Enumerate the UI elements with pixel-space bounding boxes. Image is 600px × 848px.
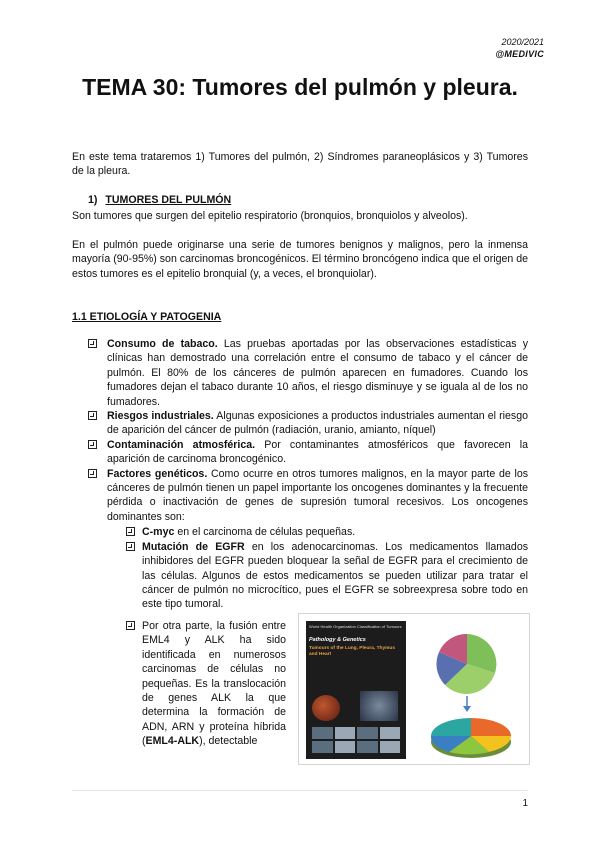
list-item: Factores genéticos. Como ocurre en otros tumores malignos, en la mayor parte de los cánceres de pulmón tienen un papel importante los oncogenes dominantes y la frecuente pérdida o inactivación de genes de supresión tumoral recesivos. Los oncogenes dominantes son: C-myc en el carcinoma de células pequeñas. Mutación de EGFR en los adenocarcinomas. Los medicamentos llamados inhibidores del EGFR pueden bloquear la señal de EGFR para el crecimiento de las células. Algunos de estos medicamentos se pueden utilizar para tratar el cáncer de pulmón no microcítico, pues el EGFR se sobreexpresa sobre todo en este tipo tumoral.: [88, 467, 528, 612]
page-number: 1: [522, 798, 528, 809]
list-item: Consumo de tabaco. Las pruebas aportadas por las observaciones estadísticas y clínicas han demostrado una correlación entre el consumo de tabaco y el cáncer de pulmón. El 80% de los cánceres de pulmón aparecen en fumadores. Cuando los fumadores dejan el tabaco durante 10 años, el riesgo disminuye y se iguala al de los no fumadores.: [88, 337, 528, 409]
footer-divider: [72, 790, 528, 791]
subsection-heading: 1.1 ETIOLOGÍA Y PATOGENIA: [72, 311, 222, 323]
checkbox-bullet-icon: [126, 527, 135, 536]
list-item: Contaminación atmosférica. Por contaminantes atmosféricos que favorecen la aparición de carcinoma broncogénico.: [88, 438, 528, 467]
pie-charts-image: [409, 618, 529, 762]
intro-paragraph: En este tema trataremos 1) Tumores del pulmón, 2) Síndromes paraneoplásicos y 3) Tumores de la pleura.: [72, 151, 528, 178]
section-title: TUMORES DEL PULMÓN: [105, 194, 232, 206]
checkbox-bullet-icon: [88, 440, 97, 449]
checkbox-bullet-icon: [88, 339, 97, 348]
book-cover-image: World Health Organization Classification of Tumours Pathology & Genetics Tumours of the Lung, Pleura, Thymus and Heart: [306, 621, 406, 759]
section-number: 1): [88, 194, 98, 206]
checkbox-bullet-icon: [88, 469, 97, 478]
sub-list-item: Mutación de EGFR en los adenocarcinomas. Los medicamentos llamados inhibidores del EGFR pueden bloquear la señal de EGFR para el crecimiento de las células. Algunos de estos medicamentos se pueden utilizar para tratar el cáncer de pulmón no microcítico, pues el EGFR se sobreexpresa sobre todo en este tipo tumoral.: [126, 540, 528, 612]
oncogene-list: [126, 525, 528, 611]
tumor-photo: [312, 695, 340, 721]
checkbox-bullet-icon: [126, 542, 135, 551]
etiology-list: [88, 337, 528, 612]
academic-year: 2020/2021: [501, 37, 544, 47]
histology-photo: [360, 691, 398, 721]
micrograph-grid: [312, 727, 400, 753]
checkbox-bullet-icon: [126, 621, 135, 630]
checkbox-bullet-icon: [88, 411, 97, 420]
section-heading: [88, 194, 231, 206]
section-paragraph-2: En el pulmón puede originarse una serie de tumores benignos y malignos, pero la inmensa mayoría (90-95%) son carcinomas broncogénicos. El término broncógeno indica que el origen de estos tumores es el epitelio bronquial (y, a veces, el bronquiolar).: [72, 239, 528, 280]
section-paragraph-1: Son tumores que surgen del epitelio respiratorio (bronquios, bronquiolos y alveolos).: [72, 210, 468, 222]
figure-image: [298, 613, 530, 765]
header-meta: [495, 36, 544, 60]
sub-list-item-fusion: Por otra parte, la fusión entre EML4 y ALK ha sido identificada en numerosos carcinomas de células no pequeñas. Es la translocación de genes ALK la que determina la formación de ADN, ARN y proteína híbrida (EML4-ALK), detectable: [126, 619, 286, 749]
page-title: TEMA 30: Tumores del pulmón y pleura.: [82, 74, 518, 100]
sub-list-item: C-myc en el carcinoma de células pequeñas.: [126, 525, 528, 539]
author-brand: @MEDIVIC: [495, 49, 544, 59]
list-item: Riesgos industriales. Algunas exposiciones a productos industriales aumentan el riesgo de aparición del cáncer de pulmón (radiación, uranio, amianto, níquel): [88, 409, 528, 438]
